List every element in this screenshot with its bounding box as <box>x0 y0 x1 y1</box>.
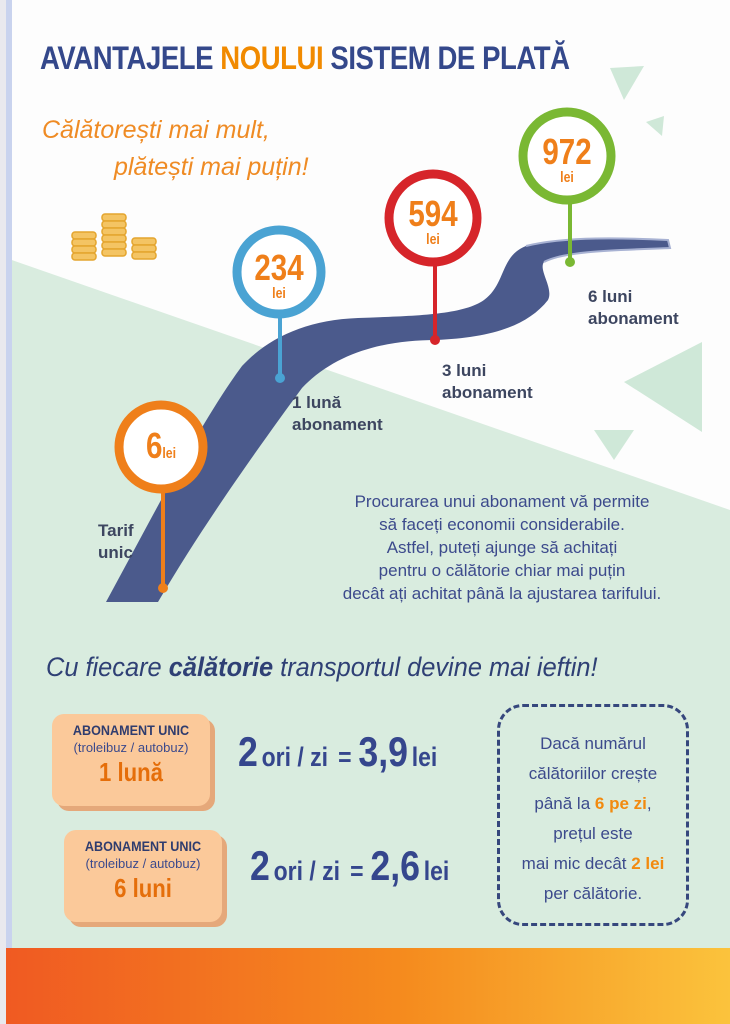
pin-value-3: 594 <box>408 193 458 234</box>
card-subtitle-1: (troleibuz / autobuz) <box>73 740 189 755</box>
eq-price-1: 3,9 <box>358 728 408 775</box>
section-subtitle <box>46 652 598 683</box>
note-highlight-price: 2 lei <box>631 854 665 873</box>
note-line-3 <box>500 789 686 819</box>
subscription-card-2 <box>64 830 222 922</box>
card-subtitle-2: (troleibuz / autobuz) <box>85 856 201 871</box>
description-line-2: să faceți economii considerabile. <box>379 515 625 534</box>
triangle-decor-2 <box>646 116 664 136</box>
pin-unit-1: lei <box>162 445 177 462</box>
description-text <box>302 490 702 605</box>
note-box <box>497 704 689 926</box>
note-line-3-post: , <box>646 794 652 813</box>
card-period-1: 1 lună <box>99 757 163 787</box>
page-title <box>40 40 570 77</box>
milestone-label-1 <box>98 520 134 564</box>
note-highlight-frequency: 6 pe zi <box>594 794 647 813</box>
note-line-5 <box>500 849 686 879</box>
pin-price-4 <box>534 131 600 186</box>
description-line-1: Procurarea unui abonament vă permite <box>354 492 650 511</box>
milestone-label-2-line1: 1 lună <box>292 393 342 412</box>
pin-dot-1 <box>158 583 168 593</box>
pin-price-3 <box>400 193 466 248</box>
note-line-6: per călătorie. <box>543 884 643 903</box>
milestone-label-3 <box>442 360 533 404</box>
price-equation-2 <box>250 842 449 890</box>
note-line-1: Dacă numărul <box>540 734 646 753</box>
eq-sign-1: = <box>338 742 352 772</box>
bottom-gradient-bar <box>6 948 730 1024</box>
milestone-label-3-line2: abonament <box>442 383 533 402</box>
title-part-1: AVANTAJELE <box>40 40 221 76</box>
slogan-line-1: Călătorești mai mult, <box>42 116 270 144</box>
pin-unit-2: lei <box>272 285 286 302</box>
pin-value-4: 972 <box>542 131 592 172</box>
slogan-line-2: plătești mai puțin! <box>114 153 309 181</box>
description-line-4: pentru o călătorie chiar mai puțin <box>378 561 626 580</box>
description-line-5: decât ați achitat până la ajustarea tarifului. <box>342 584 662 603</box>
pin-dot-3 <box>430 335 440 345</box>
subtitle-part-2: transportul devine mai ieftin! <box>273 652 598 682</box>
eq-unit-1: lei <box>411 742 438 772</box>
eq-per-day-1: ori / zi <box>261 742 328 772</box>
description-line-3: Astfel, puteți ajunge să achitați <box>386 538 618 557</box>
card-period-2: 6 luni <box>114 873 172 903</box>
infographic-page <box>6 0 730 1024</box>
card-title-2: ABONAMENT UNIC <box>84 838 202 854</box>
milestone-label-1-line1: Tarif <box>98 521 134 540</box>
note-line-4: prețul este <box>553 824 633 843</box>
milestone-label-2 <box>292 392 383 436</box>
title-part-2: SISTEM DE PLATĂ <box>323 40 570 76</box>
eq-times-1: 2 <box>238 728 258 775</box>
triangle-decor-3 <box>624 342 702 432</box>
note-line-3-pre: până la <box>534 794 595 813</box>
subscription-card-1 <box>52 714 210 806</box>
eq-times-2: 2 <box>250 842 270 889</box>
triangle-decor-1 <box>610 66 644 100</box>
pin-price-2 <box>246 247 312 302</box>
pin-unit-3: lei <box>426 231 440 248</box>
subtitle-bold: călătorie <box>168 652 274 682</box>
eq-per-day-2: ori / zi <box>273 856 340 886</box>
milestone-label-4-line1: 6 luni <box>588 287 633 306</box>
coins-icon <box>72 214 156 260</box>
price-equation-1 <box>238 728 437 776</box>
eq-unit-2: lei <box>423 856 450 886</box>
eq-price-2: 2,6 <box>370 842 420 889</box>
left-stripe <box>6 0 12 948</box>
milestone-label-2-line2: abonament <box>292 415 383 434</box>
pin-dot-4 <box>565 257 575 267</box>
title-highlight: NOULUI <box>220 40 324 76</box>
milestone-label-4 <box>588 286 679 330</box>
milestone-label-3-line1: 3 luni <box>442 361 487 380</box>
pin-value-1: 6 <box>145 425 163 466</box>
note-line-2: călătoriilor crește <box>528 764 658 783</box>
triangle-decor-4 <box>594 430 634 460</box>
pin-value-2: 234 <box>254 247 304 288</box>
subtitle-part-1: Cu fiecare <box>46 652 169 682</box>
pin-dot-2 <box>275 373 285 383</box>
note-line-5-pre: mai mic decât <box>521 854 632 873</box>
pin-price-1 <box>128 425 194 466</box>
milestone-label-4-line2: abonament <box>588 309 679 328</box>
milestone-label-1-line2: unic <box>98 543 133 562</box>
pin-unit-4: lei <box>560 169 574 186</box>
eq-sign-2: = <box>350 856 364 886</box>
card-title-1: ABONAMENT UNIC <box>72 722 190 738</box>
